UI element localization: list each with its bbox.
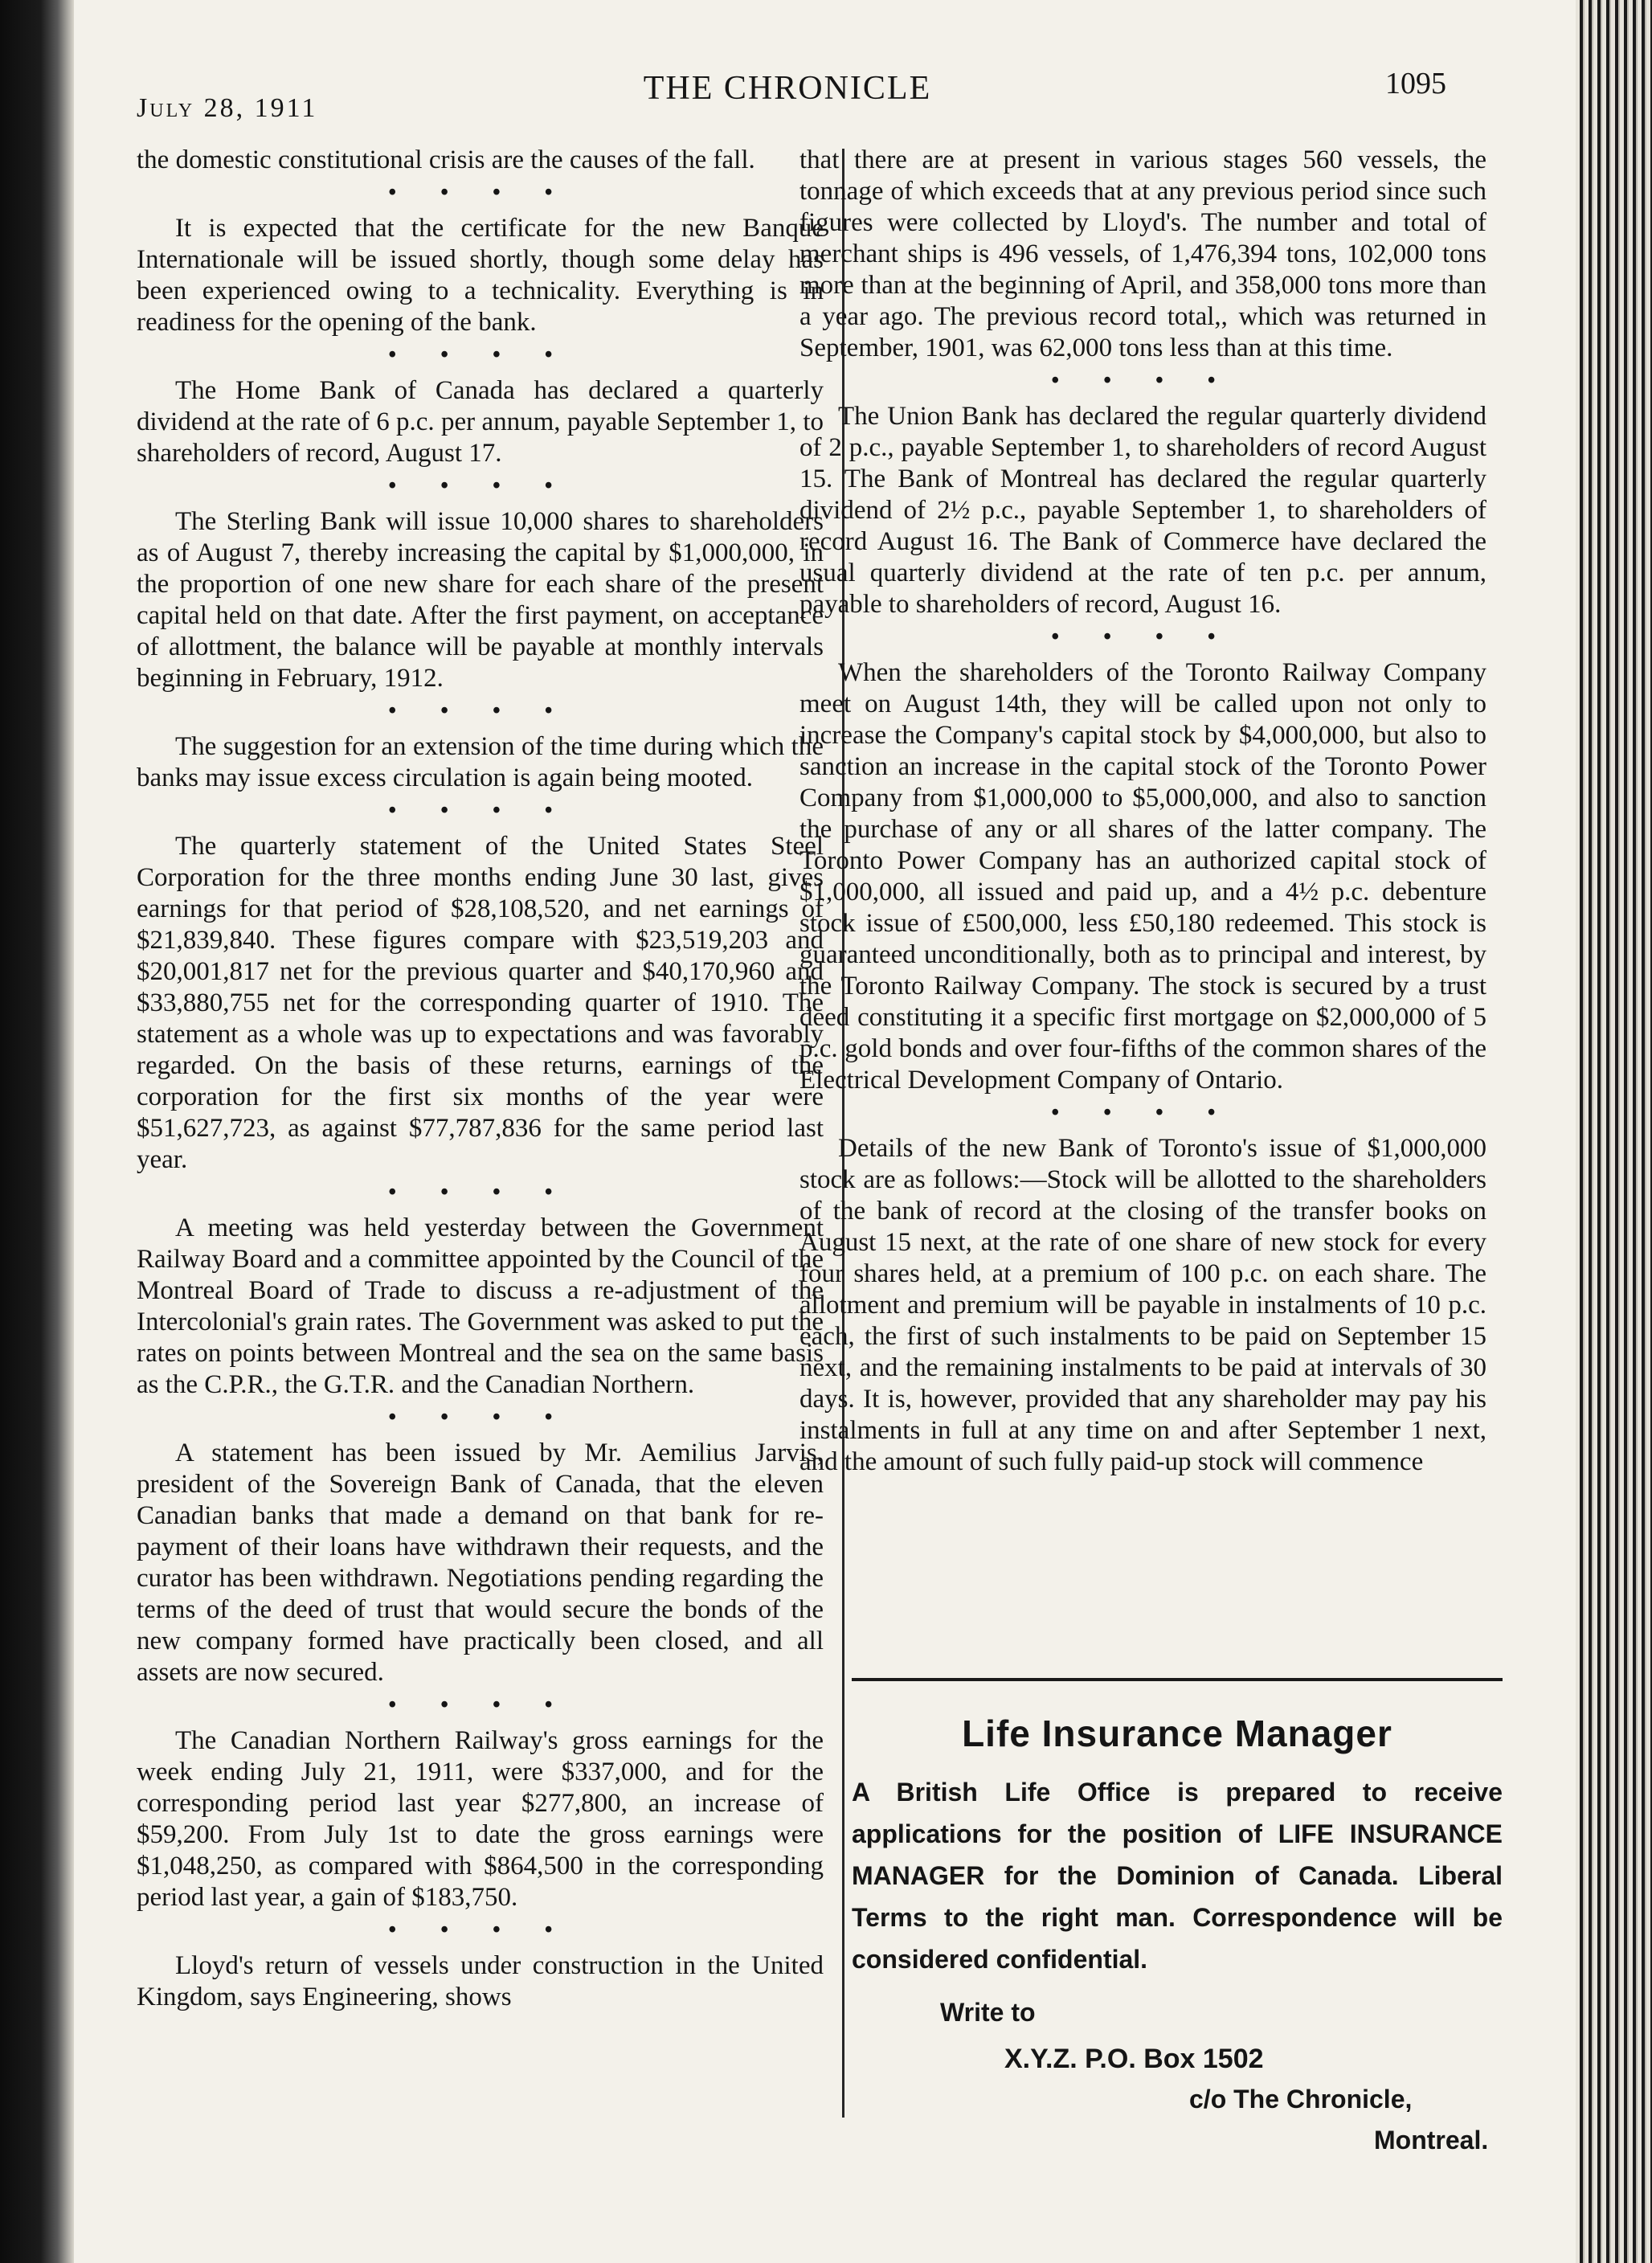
section-separator-dots: • • • • [1051,624,1235,649]
article-paragraph: The suggestion for an extension of the time during which the banks may issue excess circulation is again being mooted. [137,732,824,792]
section-separator-dots: • • • • [388,473,572,498]
article-paragraph: The Home Bank of Canada has declared a quarterly dividend at the rate of 6 p.c. per annum, payable September 1, to shareholders of record, August 17. [137,376,824,468]
page-stack-edge [1576,0,1652,2263]
right-column [799,145,1486,1481]
ad-city: Montreal. [1374,2126,1489,2155]
page-number: 1095 [1385,67,1446,100]
article-paragraph: It is expected that the certificate for the new Banque Internationale will be issued shortly, though some delay has been experienced owing to a technicality. Everything is in readiness for the opening of the bank. [137,214,824,337]
section-separator-dots: • • • • [388,180,572,205]
section-separator-dots: • • • • [388,698,572,723]
section-separator-dots: • • • • [388,1917,572,1942]
issue-date: July 28, 1911 [137,93,318,123]
article-paragraph: The quarterly statement of the United States Steel Corporation for the three months ending June 30 last, gives earnings for that period of $28,108,520, and net earnings of $21,839,840. These figures compare with $23,519,203 and $20,001,817 net for the previous quarter and $40,170,960 and $33,880,755 net for the corresponding quarter of 1910. The statement as a whole was up to expectations and was favorably regarded. On the basis of these returns, earnings of the corporation for the first six months of the year were $51,627,723, as against $77,787,836 for the same period last year. [137,832,824,1174]
section-separator-dots: • • • • [388,798,572,823]
ad-body: A British Life Office is prepared to receive applications for the position of LIFE INSURANCE MANAGER for the Dominion of Canada. Liberal Terms to the right man. Correspondence will be considered confidential. [852,1778,1503,1974]
article-paragraph: Details of the new Bank of Toronto's issue of $1,000,000 stock are as follows:—Stock will be allotted to the shareholders of the bank of record at the closing of the transfer books on August 15 next, at the rate of one share of new stock for every four shares held, at a premium of 100 p.c. on each share. The allotment and premium will be payable in instalments of 10 p.c. each, the first of such instalments to be paid on September 15 next, and the remaining instalments to be paid at intervals of 30 days. It is, however, provided that any shareholder may pay his instalments in full at any time on and after September 1 next, and the amount of such fully paid-up stock will commence [799,1134,1486,1476]
ad-write-to: Write to [940,1998,1036,2027]
life-insurance-advertisement [852,1678,1503,2155]
article-paragraph: When the shareholders of the Toronto Railway Company meet on August 14th, they will be called upon not only to increase the Company's capital stock by $4,000,000, but also to sanction an increase in the capital stock of the Toronto Power Company from $1,000,000 to $5,000,000, and also to sanction the purchase of any or all shares of the latter company. The Toronto Power Company has an authorized capital stock of $1,000,000, all issued and paid up, and a 4½ p.c. debenture stock issue of £500,000, less £50,180 redeemed. This stock is guaranteed unconditionally, both as to principal and interest, by the Toronto Railway Company. The stock is secured by a trust deed constituting it a specific first mortgage on $2,000,000 of 5 p.c. gold bonds and over four-fifths of the common shares of the Electrical Development Company of Ontario. [799,658,1486,1095]
article-paragraph: the domestic constitutional crisis are the causes of the fall. [137,145,755,174]
article-paragraph: that there are at present in various stages 560 vessels, the tonnage of which exceeds that at any previous period since such figures were collected by Lloyd's. The number and total of merchant ships is 496 vessels, of 1,476,394 tons, 102,000 tons more than at the beginning of April, and 358,000 tons more than a year ago. The previous record total,, which was returned in September, 1901, was 62,000 tons less than at this time. [799,145,1486,362]
article-paragraph: Lloyd's return of vessels under construction in the United Kingdom, says Engineering, shows [137,1951,824,2011]
section-separator-dots: • • • • [1051,368,1235,393]
section-separator-dots: • • • • [388,342,572,367]
article-paragraph: The Canadian Northern Railway's gross earnings for the week ending July 21, 1911, were $337,000, and for the corresponding period last year $277,800, an increase of $59,200. From July 1st to date the gross earnings were $1,048,250, as compared with $864,500 in the corresponding period last year, a gain of $183,750. [137,1726,824,1912]
page-binding-edge [0,0,74,2263]
publication-title: THE CHRONICLE [643,70,932,107]
section-separator-dots: • • • • [388,1692,572,1717]
ad-care-of: c/o The Chronicle, [1189,2085,1413,2114]
ad-title: Life Insurance Manager [962,1713,1392,1754]
article-paragraph: The Sterling Bank will issue 10,000 shares to shareholders as of August 7, thereby increasing the capital by $1,000,000, in the proportion of one new share for each share of the present capital held on that date. After the first payment, on acceptance of allottment, the balance will be payable at monthly intervals beginning in February, 1912. [137,507,824,693]
article-paragraph: A meeting was held yesterday between the Government Railway Board and a committee appointed by the Council of the Montreal Board of Trade to discuss a re-adjustment of the Intercolonial's grain rates. The Government was asked to put the rates on points between Montreal and the sea on the same basis as the C.P.R., the G.T.R. and the Canadian Northern. [137,1213,824,1399]
ad-box-address: X.Y.Z. P.O. Box 1502 [1004,2044,1264,2074]
section-separator-dots: • • • • [388,1405,572,1430]
left-column [137,145,824,2016]
page-header [129,66,1446,123]
article-paragraph: A statement has been issued by Mr. Aemilius Jarvis, president of the Sovereign Bank of Canada, that the eleven Canadian banks that made a demand on that bank for re-payment of their loans have withdrawn their requests, and the curator has been withdrawn. Negotiations pending regarding the terms of the deed of trust that would secure the bonds of the new company formed have practically been closed, and all assets are now secured. [137,1438,824,1687]
article-paragraph: The Union Bank has declared the regular quarterly dividend of 2 p.c., payable September 1, to shareholders of record August 15. The Bank of Montreal has declared the regular quarterly dividend of 2½ p.c., payable September 1, to shareholders of record August 16. The Bank of Commerce have declared the usual quarterly dividend at the rate of ten p.c. per annum, payable to shareholders of record, August 16. [799,402,1486,619]
section-separator-dots: • • • • [1051,1100,1235,1125]
section-separator-dots: • • • • [388,1180,572,1205]
